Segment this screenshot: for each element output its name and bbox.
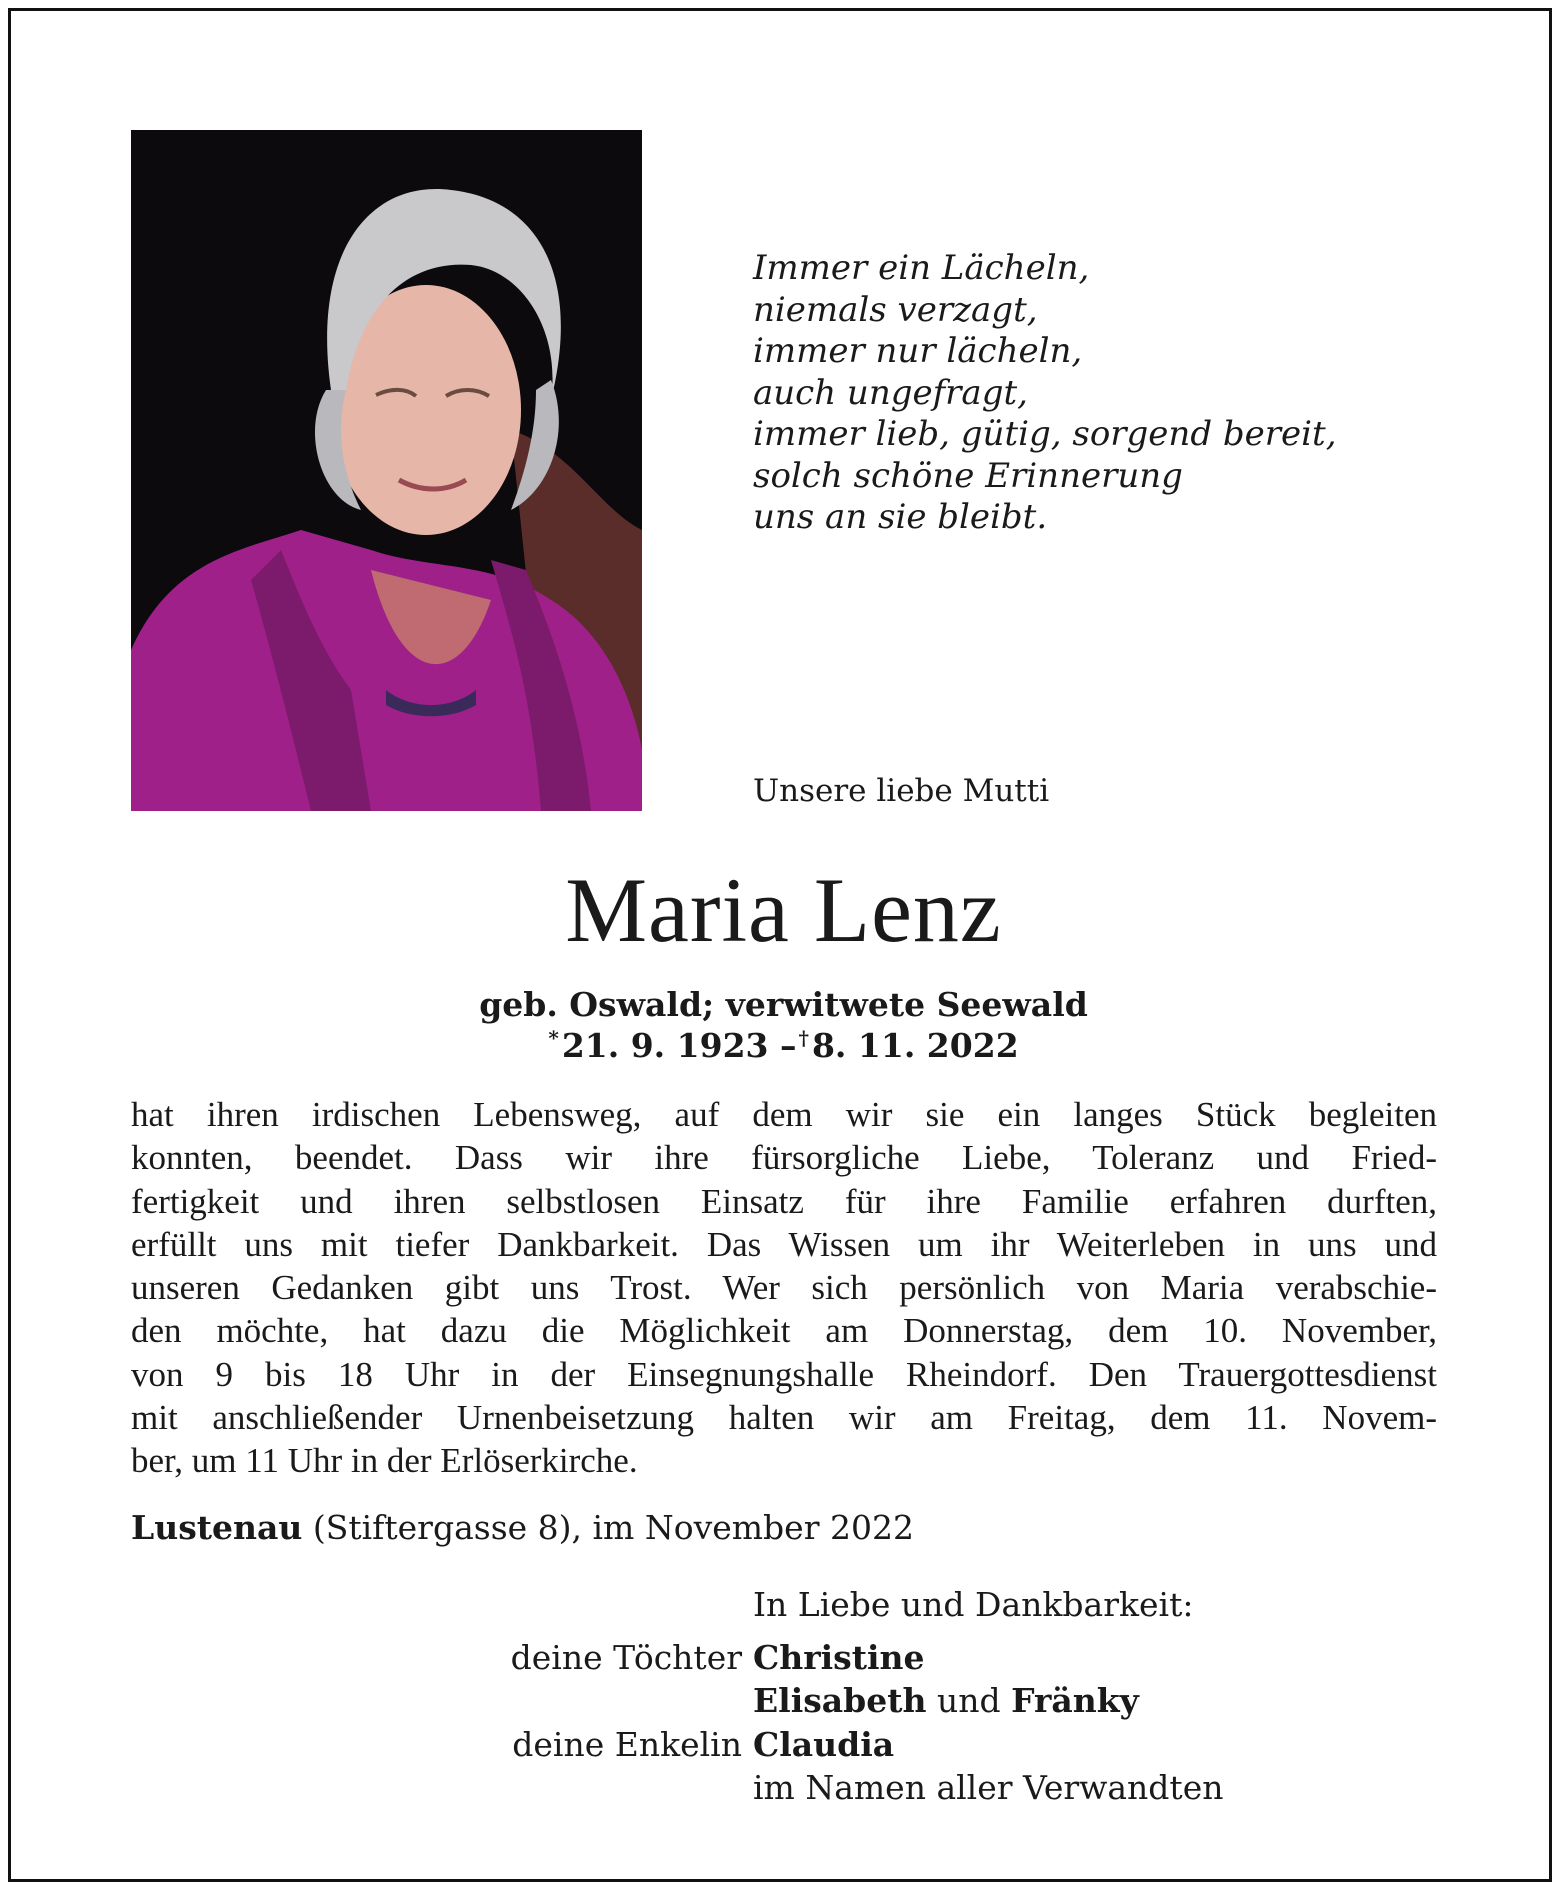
daughter-name: Elisabeth — [753, 1681, 927, 1720]
poem-line: immer nur lächeln, — [753, 331, 1083, 371]
body-line: von 9 bis 18 Uhr in der Einsegnungshalle Rheindorf. Den Trauergottesdienst — [131, 1354, 1437, 1394]
intro-text: Unsere liebe Mutti — [753, 773, 1050, 809]
poem-line: Immer ein Lächeln, — [753, 248, 1090, 288]
signature-heading: In Liebe und Dankbarkeit: — [753, 1585, 1194, 1624]
maiden-name-line: geb. Oswald; verwitwete Seewald — [479, 985, 1088, 1024]
body-line: erfüllt uns mit tiefer Dankbarkeit. Das Wissen um ihr Weiterleben in uns und — [131, 1224, 1437, 1264]
daughters-label: deine Töchter — [510, 1638, 742, 1677]
partner-name: Fränky — [1011, 1681, 1139, 1720]
poem-line: auch ungefragt, — [753, 372, 1028, 413]
death-symbol: † — [798, 1026, 809, 1050]
birth-symbol: * — [548, 1026, 559, 1050]
body-line: den möchte, hat dazu die Möglichkeit am Donnerstag, dem 10. November, — [131, 1311, 1437, 1351]
obituary-text — [131, 1093, 1437, 1483]
place-details: (Stiftergasse 8), im November 2022 — [302, 1508, 914, 1547]
deceased-name: Maria Lenz — [565, 859, 1002, 961]
body-line: fertigkeit und ihren selbstlosen Einsatz für ihre Familie erfahren durften, — [131, 1181, 1437, 1221]
granddaughter-name: Claudia — [753, 1725, 895, 1764]
daughter-name: Christine — [753, 1638, 925, 1677]
poem-line: solch schöne Erinnerung — [753, 455, 1183, 496]
poem — [753, 248, 1337, 539]
life-dates — [0, 1026, 1567, 1065]
portrait-photo — [131, 130, 642, 811]
poem-line: uns an sie bleibt. — [753, 497, 1048, 537]
granddaughter-row — [753, 1725, 894, 1764]
connector-text: und — [926, 1681, 1012, 1720]
body-line: ber, um 11 Uhr in der Erlöserkirche. — [131, 1441, 638, 1481]
daughter-name-1 — [753, 1638, 925, 1677]
closing-line: im Namen aller Verwandten — [753, 1768, 1224, 1807]
poem-line: niemals verzagt, — [753, 289, 1038, 330]
body-line: unseren Gedanken gibt uns Trost. Wer sich persönlich von Maria verabschie- — [131, 1268, 1437, 1308]
body-line: konnten, beendet. Dass wir ihre fürsorgliche Liebe, Toleranz und Fried- — [131, 1138, 1437, 1178]
body-line: hat ihren irdischen Lebensweg, auf dem wir sie ein langes Stück begleiten — [131, 1095, 1437, 1134]
granddaughter-label: deine Enkelin — [512, 1725, 742, 1764]
body-line: mit anschließender Urnenbeisetzung halten wir am Freitag, dem 11. Novem- — [131, 1398, 1437, 1438]
place-city: Lustenau — [131, 1508, 303, 1547]
daughter-row-2 — [753, 1681, 1139, 1720]
place-and-date — [131, 1508, 914, 1547]
poem-line: immer lieb, gütig, sorgend bereit, — [753, 414, 1337, 454]
death-date: 8. 11. 2022 — [811, 1026, 1019, 1065]
birth-date: 21. 9. 1923 – — [561, 1026, 797, 1065]
